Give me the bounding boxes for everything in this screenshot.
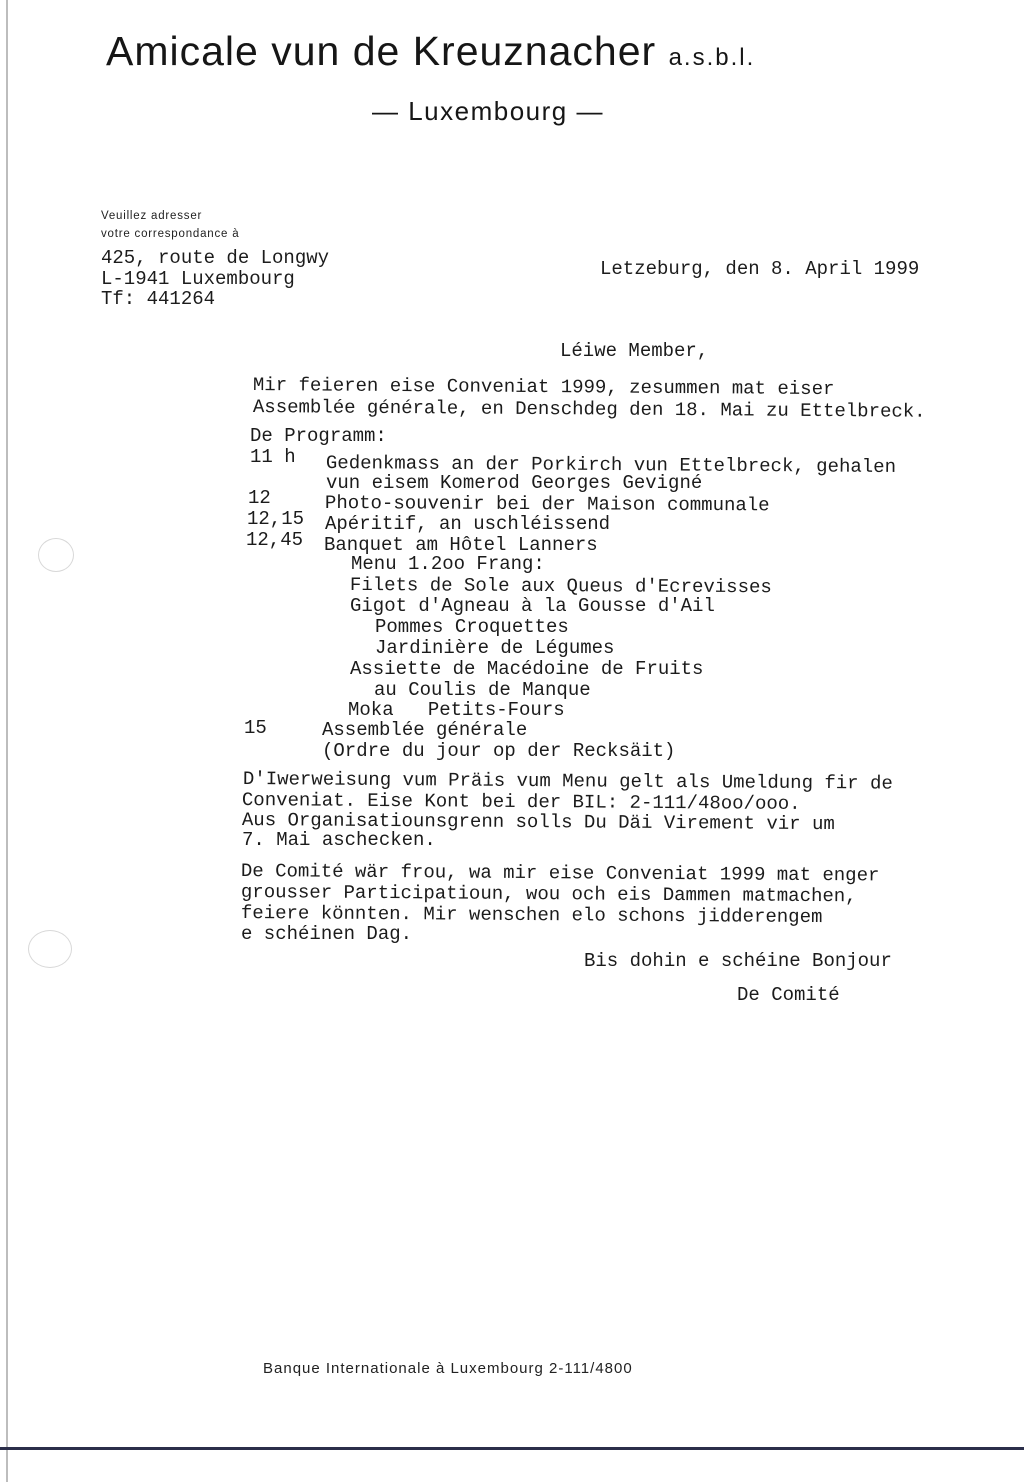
salutation: Léiwe Member, xyxy=(560,340,709,362)
signoff-greeting: Bis dohin e schéine Bonjour xyxy=(584,950,892,972)
menu-line: Filets de Sole aux Queus d'Ecrevisses xyxy=(349,574,772,599)
program-item-text: vun eisem Komerod Georges Gevigné xyxy=(326,472,703,494)
payment-line2: Conveniat. Eise Kont bei der BIL: 2-111/48oo/ooo. xyxy=(241,789,801,815)
menu-line: au Coulis de Manque xyxy=(374,679,591,701)
menu-line: Pommes Croquettes xyxy=(375,616,569,638)
footer-rule xyxy=(0,1447,1024,1450)
page-edge xyxy=(6,0,8,1482)
program-item-text: Assemblée générale xyxy=(322,719,528,741)
signoff-signature: De Comité xyxy=(737,984,840,1006)
closing-line1: De Comité wär frou, wa mir eise Conveniat 1999 mat enger xyxy=(240,860,880,887)
punch-hole-bottom xyxy=(28,930,72,968)
org-location: — Luxembourg — xyxy=(372,96,604,126)
address-note-line1: Veuillez adresser xyxy=(101,210,203,222)
program-item-text: Banquet am Hôtel Lanners xyxy=(324,534,598,556)
program-time: 12,15 xyxy=(247,508,305,530)
program-time: 11 h xyxy=(250,446,296,468)
payment-line1: D'Iwerweisung vum Präis vum Menu gelt als Umeldung fir de xyxy=(242,768,893,795)
program-time: 15 xyxy=(244,717,267,739)
program-item-text: Gedenkmass an der Porkirch vun Ettelbreck, gehalen xyxy=(325,452,897,478)
footer-bank-details: Banque Internationale à Luxembourg 2-111/4800 xyxy=(263,1360,633,1377)
menu-line: Moka Petits-Fours xyxy=(348,699,565,721)
phone: Tf: 441264 xyxy=(101,288,216,310)
program-time: 12 xyxy=(248,487,271,509)
closing-line4: e schéinen Dag. xyxy=(241,923,413,945)
intro-line1: Mir feieren eise Conveniat 1999, zesummen mat eiser xyxy=(252,374,835,401)
payment-line3: Aus Organisatiounsgrenn solls Du Däi Virement vir um xyxy=(241,809,835,836)
menu-line: Menu 1.2oo Frang: xyxy=(351,553,545,575)
address-line2: L-1941 Luxembourg xyxy=(101,268,295,290)
menu-line: Assiette de Macédoine de Fruits xyxy=(350,658,704,680)
intro-line2: Assemblée générale, en Denschdeg den 18. Mai zu Ettelbreck. xyxy=(252,396,926,423)
menu-line: Gigot d'Agneau à la Gousse d'Ail xyxy=(350,595,715,617)
date-line: Letzeburg, den 8. April 1999 xyxy=(600,258,920,280)
program-item-text: Photo-souvenir bei der Maison communale xyxy=(324,492,770,517)
closing-line3: feiere könnten. Mir wenschen elo schons jidderengem xyxy=(240,902,823,929)
punch-hole-top xyxy=(38,538,74,572)
program-heading: De Programm: xyxy=(250,425,387,447)
closing-line2: grousser Participatioun, wou och eis Dammen matmachen, xyxy=(240,881,857,908)
org-suffix: a.s.b.l. xyxy=(668,44,756,71)
payment-line4: 7. Mai aschecken. xyxy=(242,829,436,851)
address-line1: 425, route de Longwy xyxy=(101,247,330,269)
address-note-line2: votre correspondance à xyxy=(101,228,240,240)
org-name: Amicale vun de Kreuznacher a.s.b.l. xyxy=(106,28,756,74)
program-item-text: (Ordre du jour op der Recksäit) xyxy=(322,740,676,762)
program-item-text: Apéritif, an uschléissend xyxy=(325,513,611,535)
menu-line: Jardinière de Légumes xyxy=(375,637,615,659)
program-time: 12,45 xyxy=(246,529,304,551)
